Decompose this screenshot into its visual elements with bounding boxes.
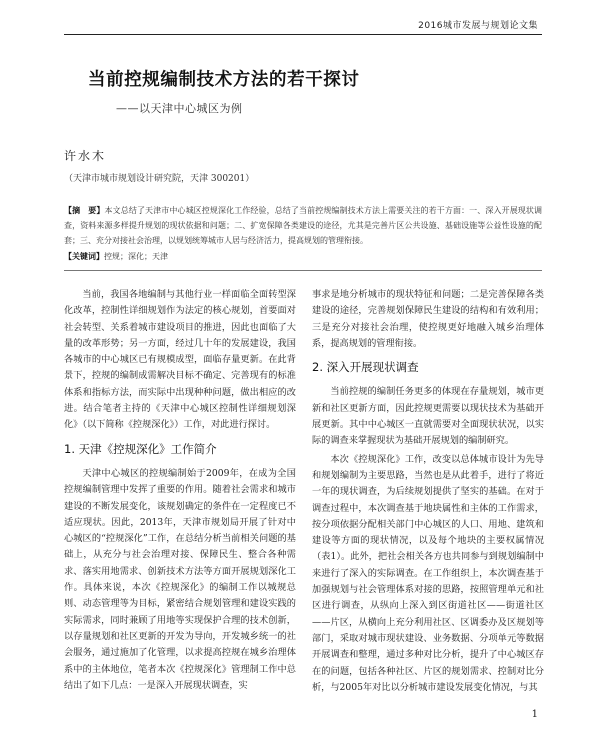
paper-title: 当前控规编制技术方法的若干探讨 (88, 70, 360, 90)
section-1-paragraph: 天津中心城区的控规编制始于2009年，在成为全国控规编制管理中发挥了重要的作用。随着社会需求和城市建设的不断发展变化，该规划确定的条件在一定程度已不适应现状。因此，2013年，天津市规划局开展了针对中心城区的“控规深化”工作，在总结分析当前相关问题的基础上，从充分与社会治理对接、保障民生、整合各种需求、落实用地需求、创新技术方法等方面开展规划深化工作。具体来说，本次《控规深化》的编制工作以城规总则、动态管理等为目标，紧密结合规划管理和建设实践的实际需求，同时兼顾了用地等实现保护合理的技术创新，以存量规划和社区更新的开发为导向，开发城乡统一的社会服务，通过施加了化管理，以求提高控规在城乡治理体系中的主体地位，笔者本次《控规深化》管理制工作中总结出了如下几点：一是深入开展现状调查，实 (64, 467, 296, 691)
abstract (64, 203, 542, 248)
author-affiliation: （天津市城市规划设计研究院，天津 300201） (64, 174, 255, 184)
keywords (64, 249, 542, 264)
abstract-label: 【摘 要】 (64, 205, 105, 215)
page-number: 1 (531, 709, 538, 720)
left-column (64, 287, 296, 696)
section-2-heading: 2. 深入开展现状调查 (312, 360, 419, 375)
keywords-text: 控规；深化；天津 (104, 252, 168, 261)
right-column (312, 287, 544, 698)
continued-paragraph: 事求是地分析城市的现状特征和问题；二是完善保障各类建设的途径，完善规划保障民生建设的结构和有效利用；三是充分对接社会治理，使控规更好地融入城乡治理体系，提高规划的管理衔接。 (312, 289, 544, 349)
section-1-heading: 1. 天津《控规深化》工作简介 (64, 441, 217, 456)
section-2-paragraph-2: 本次《控规深化》工作，改变以总体城市设计为先导和规划编制为主要思路，当然也是从此着手，进行了将近一年的现状调查，为后续规划提供了坚实的基础。在对于调查过程中，本次调查基于地块属性和主体的工作需求，按分项依据分配相关部门中心城区的人口、用地、建筑和建设等方面的现状情况，以及每个地块的主要权属情况（表1）。此外，把社会相关各方也共同参与到规划编制中来进行了深入的实际调查。在工作组织上，本次调查基于加强规划与社会管理体系对接的思路，按照管理单元和社区进行调查，从纵向上深入到区街道社区——街道社区——片区，从横向上充分利用社区、区调委办及区规划等部门，采取对城市现状建设、业务数据、分项单元等数据开展调查和整理，通过多种对比分析，提升了中心城区存在的问题，包括各种社区、片区的规划需求、控制对比分析，与2005年对比以分析城市建设发展变化情况，与其 (312, 453, 544, 693)
section-divider (64, 270, 542, 271)
abstract-text: 本文总结了天津市中心城区控规深化工作经验，总结了当前控规编制技术方法上需要关注的若干方面：一、深入开展现状调查，资料来源多样提升规划的现状依据和问题；二、扩宽保障各类建设的途径，尤其是完善片区公共设施、基础设施等公益性设施的配套；三、充分对接社会治理，以规划统筹城市人居与经济活力，提高规划的管理衔接。 (64, 206, 543, 245)
section-2-paragraph-1: 当前控规的编制任务更多的体现在存量规划，城市更新和社区更新方面，因此控规更需要以现状技术为基础开展更新。其中中心城区一直就需要对全面现状状况，以实际的调查来掌握现状为基础开展规划的编制研究。 (312, 386, 544, 447)
author-name: 许水木 (64, 149, 107, 163)
intro-paragraph: 当前，我国各地编制与其他行业一样面临全面转型深化改革，控制性详细规划作为法定的核心规划，首要面对社会转型、关系着城市建设项目的推进，因此也面临了大量的改革形势；另一方面，经过几十年的发展建设，我国各城市的中心城区已有规模成型，面临存量更新。在此背景下，控规的编制成需解决目标不确定、完善现有的标准体系和指标方法，而实际中出现种种问题，做出相应的改进。结合笔者主持的《天津中心城区控制性详细规划深化》（以下简称《控规深化》）工作，对此进行探讨。 (64, 289, 296, 431)
header-rule (64, 34, 542, 35)
paper-subtitle: ——以天津中心城区为例 (116, 102, 243, 115)
keywords-label: 【关键词】 (64, 251, 104, 261)
running-header: 2016城市发展与规划论文集 (418, 21, 538, 31)
